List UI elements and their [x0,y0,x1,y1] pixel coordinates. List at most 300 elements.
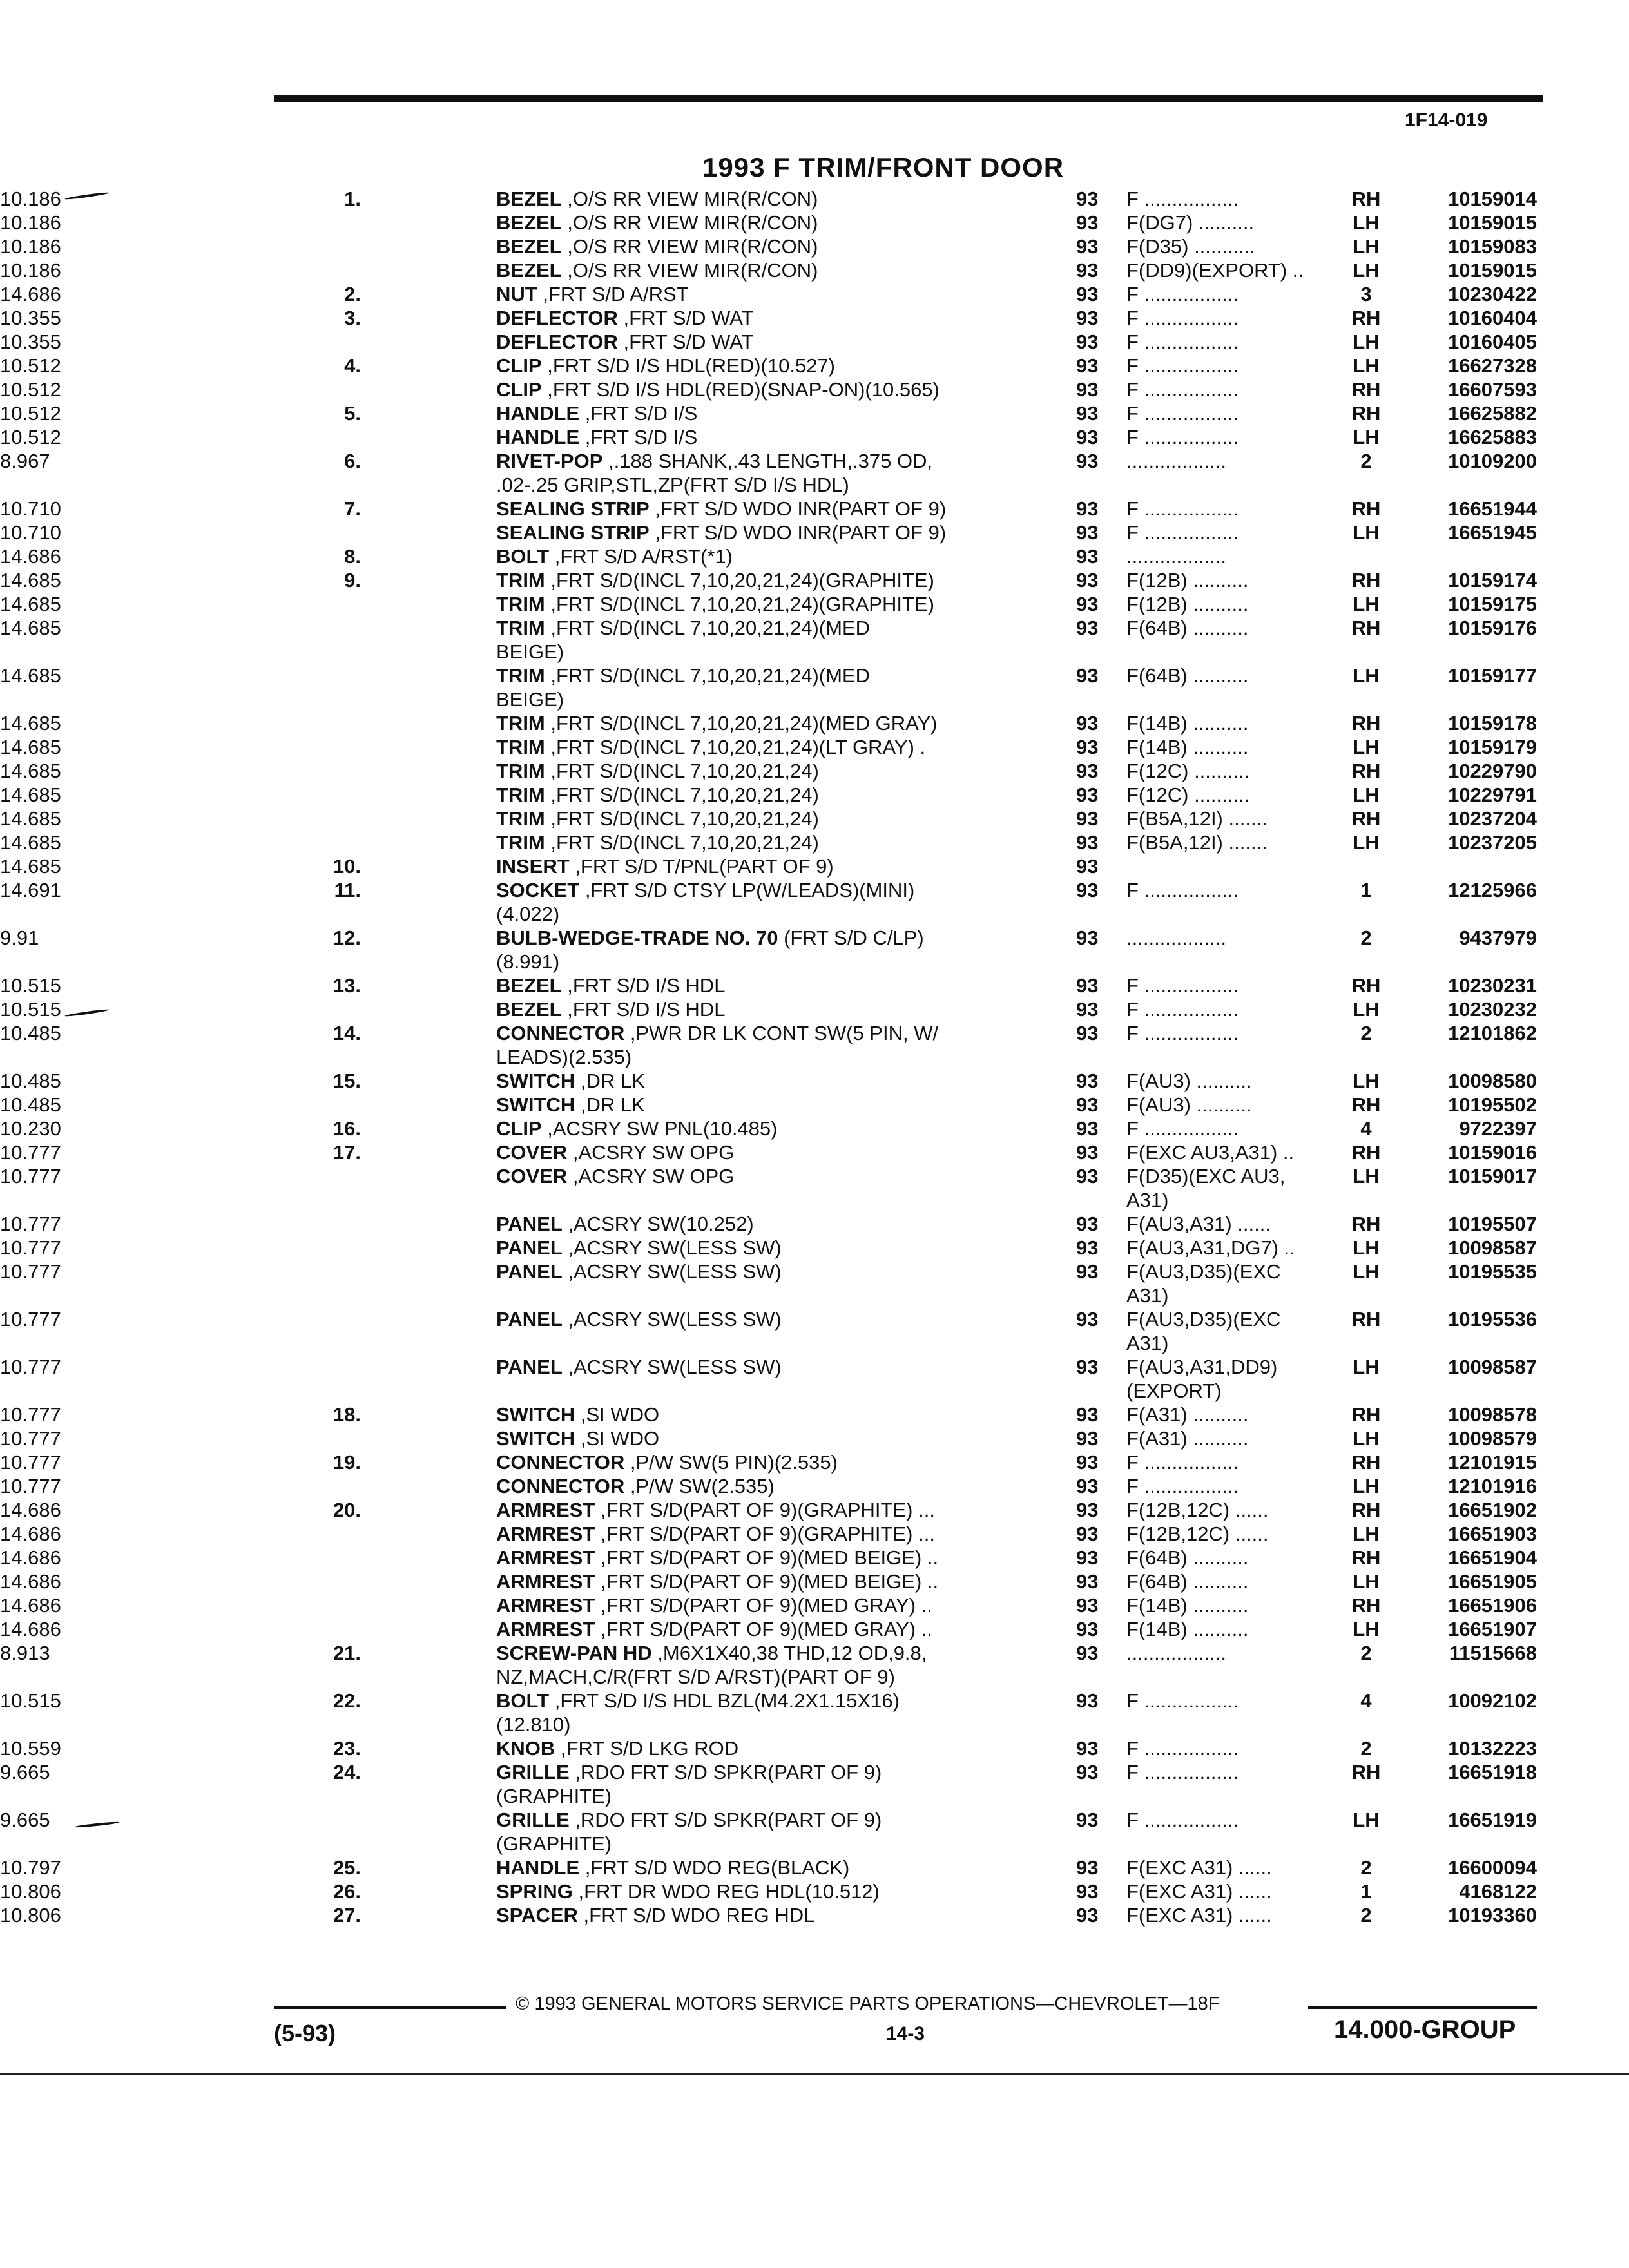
part-name: SWITCH [496,1070,575,1092]
part-description [496,544,1037,568]
part-description [496,687,1037,711]
model-code: F ................. [1126,497,1239,520]
part-detail: ,O/S RR VIEW MIR(R/CON) [567,259,818,282]
group-number: 14.685 [0,855,61,878]
part-description [496,1212,1037,1236]
parts-row [0,1856,1629,1879]
model-code: F(14B) .......... [1126,712,1249,735]
part-name: GRILLE [496,1809,570,1831]
model-code: F(12B) .......... [1126,593,1249,615]
part-number: 12101916 [1448,1475,1537,1497]
model-code: F(12B) .......... [1126,569,1249,591]
part-description [496,1522,1037,1546]
part-detail: ,FRT S/D WAT [623,307,754,329]
part-description [496,783,1037,807]
group-number: 10.515 [0,1689,61,1712]
part-number: 10237204 [1448,807,1537,830]
parts-row [0,378,1629,401]
part-detail: ,FRT S/D WAT [623,331,754,353]
part-detail: ,FRT S/D A/RST(*1) [554,545,733,568]
side-or-quantity: LH [1353,1165,1380,1187]
part-detail: ,M6X1X40,38 THD,12 OD,9.8, [657,1642,927,1664]
group-number: 10.797 [0,1856,61,1879]
part-description [496,807,1037,831]
side-or-quantity: LH [1353,1523,1380,1545]
part-number: 10159175 [1448,593,1537,615]
model-code: F ................. [1126,1809,1239,1831]
group-number: 14.685 [0,831,61,854]
part-name: CONNECTOR [496,1451,625,1474]
parts-row [0,807,1629,831]
model-year: 93 [1076,521,1099,544]
side-or-quantity: LH [1353,1356,1380,1378]
part-detail: ,FRT S/D T/PNL(PART OF 9) [575,855,834,878]
model-year: 93 [1076,307,1099,329]
side-or-quantity: LH [1353,235,1380,258]
part-description [496,1832,1037,1856]
part-description [496,759,1037,783]
part-description [496,1713,1037,1736]
part-detail: ,.188 SHANK,.43 LENGTH,.375 OD, [608,450,933,472]
item-number: 8. [344,545,361,568]
part-description [496,1307,1037,1331]
parts-row [0,687,1629,711]
model-year: 93 [1076,807,1099,830]
part-description [496,711,1037,735]
part-number: 16651905 [1448,1570,1537,1593]
part-detail: ,ACSRY SW PNL(10.485) [547,1117,778,1140]
side-or-quantity: RH [1351,1141,1381,1164]
model-code: F ................. [1126,426,1239,448]
parts-row [0,616,1629,640]
part-description [496,425,1037,449]
part-number: 10159177 [1448,664,1537,687]
group-number: 10.186 [0,259,61,282]
part-name: SCREW-PAN HD [496,1642,652,1664]
part-name: BEZEL [496,974,562,997]
group-number: 10.710 [0,521,61,544]
part-description [496,401,1037,425]
side-or-quantity: LH [1353,1618,1380,1640]
item-number: 23. [333,1737,361,1760]
parts-row [0,1760,1629,1784]
item-number: 13. [333,974,361,997]
model-code: F(12C) .......... [1126,760,1250,782]
part-description [496,831,1037,854]
part-number: 10098580 [1448,1070,1537,1092]
model-year: 93 [1076,736,1099,758]
side-or-quantity: LH [1353,1475,1380,1497]
part-description [496,1403,1037,1427]
model-year: 93 [1076,1904,1099,1927]
group-number: 10.186 [0,211,61,234]
model-year: 93 [1076,1141,1099,1164]
group-number: 14.685 [0,712,61,735]
side-or-quantity: RH [1351,1451,1381,1474]
side-or-quantity: LH [1353,1570,1380,1593]
part-description [496,1021,1037,1045]
part-number: 10159174 [1448,569,1537,591]
model-year: 93 [1076,593,1099,615]
part-number: 10159083 [1448,235,1537,258]
part-description [496,497,1037,521]
part-number: 10230422 [1448,283,1537,305]
part-description [496,1617,1037,1641]
part-description [496,187,1037,211]
part-name: SWITCH [496,1093,575,1116]
model-code: F ................. [1126,354,1239,377]
part-name: BEZEL [496,187,562,210]
part-number: 9722397 [1459,1117,1537,1140]
part-description [496,1808,1037,1832]
part-detail: ,ACSRY SW OPG [572,1141,735,1164]
part-number: 10195502 [1448,1093,1537,1116]
part-description [496,902,1037,926]
parts-row [0,902,1629,926]
model-code: F ................. [1126,1451,1239,1474]
model-code: F ................. [1126,879,1239,901]
part-name: PANEL [496,1260,563,1283]
side-or-quantity: RH [1351,497,1381,520]
part-description [496,1736,1037,1760]
parts-row [0,1283,1629,1307]
model-year: 93 [1076,760,1099,782]
model-code: F(AU3,A31,DG7) .. [1126,1236,1295,1259]
side-or-quantity: 2 [1360,450,1372,472]
parts-row [0,1474,1629,1498]
group-number: 10.777 [0,1213,61,1235]
model-code: F(AU3) .......... [1126,1093,1252,1116]
part-description [496,616,1037,640]
model-year: 93 [1076,259,1099,282]
model-code: F(64B) .......... [1126,664,1249,687]
model-year: 93 [1076,1761,1099,1783]
part-detail: ,FRT S/D(INCL 7,10,20,21,24) [550,807,819,830]
parts-row [0,1117,1629,1140]
group-number: 14.685 [0,736,61,758]
parts-row [0,1188,1629,1212]
group-number: 14.685 [0,569,61,591]
side-or-quantity: 4 [1360,1117,1372,1140]
part-number: 16651903 [1448,1523,1537,1545]
parts-row [0,1164,1629,1188]
part-name: PANEL [496,1213,563,1235]
part-name: ARMREST [496,1523,595,1545]
part-description [496,1784,1037,1808]
part-detail: ,FRT S/D CTSY LP(W/LEADS)(MINI) [584,879,915,901]
parts-row [0,211,1629,235]
parts-row [0,425,1629,449]
model-code: F ................. [1126,1689,1239,1712]
part-description [496,473,1037,497]
parts-row [0,1736,1629,1760]
model-year: 93 [1076,1022,1099,1044]
part-number: 10159014 [1448,187,1537,210]
part-name: SPRING [496,1880,573,1903]
item-number: 26. [333,1880,361,1903]
model-code: F(D35) ........... [1126,235,1255,258]
side-or-quantity: LH [1353,593,1380,615]
model-year: 93 [1076,1451,1099,1474]
side-or-quantity: RH [1351,307,1381,329]
part-number: 10230231 [1448,974,1537,997]
model-code: F(AU3,A31) ...... [1126,1213,1271,1235]
part-number: 16627328 [1448,354,1537,377]
model-year: 93 [1076,831,1099,854]
model-year: 93 [1076,855,1099,878]
part-description [496,1570,1037,1593]
side-or-quantity: LH [1353,1260,1380,1283]
group-number: 10.186 [0,187,61,210]
parts-row [0,1641,1629,1665]
part-description [496,1856,1037,1879]
part-name: BOLT [496,1689,550,1712]
item-number: 27. [333,1904,361,1927]
part-detail: ,ACSRY SW(LESS SW) [568,1356,782,1378]
part-detail: ,FRT S/D(PART OF 9)(MED BEIGE) .. [600,1546,939,1569]
parts-row [0,1045,1629,1069]
parts-row [0,1021,1629,1045]
model-code: F(AU3,A31,DD9) [1126,1356,1278,1378]
model-code: F(64B) .......... [1126,1570,1249,1593]
group-number: 10.512 [0,426,61,448]
part-number: 10195536 [1448,1308,1537,1331]
side-or-quantity: RH [1351,402,1381,425]
part-number: 10132223 [1448,1737,1537,1760]
group-number: 8.913 [0,1642,50,1664]
part-number: 10159015 [1448,211,1537,234]
part-name: TRIM [496,712,545,735]
model-year: 93 [1076,1809,1099,1831]
part-detail: ,FRT S/D(PART OF 9)(MED BEIGE) .. [600,1570,939,1593]
model-code: F ................. [1126,307,1239,329]
model-year: 93 [1076,1737,1099,1760]
parts-row [0,187,1629,211]
group-number: 14.686 [0,1618,61,1640]
part-number: 10098578 [1448,1403,1537,1426]
part-number: 10193360 [1448,1904,1537,1927]
part-name: BULB-WEDGE-TRADE NO. 70 [496,927,778,949]
group-number: 8.967 [0,450,50,472]
part-detail: ,FRT S/D WDO REG HDL [583,1904,815,1927]
part-number: 12101915 [1448,1451,1537,1474]
part-description [496,592,1037,616]
parts-row [0,1307,1629,1331]
part-detail: ,FRT S/D(PART OF 9)(GRAPHITE) ... [600,1523,935,1545]
parts-row [0,306,1629,330]
model-code: F(14B) .......... [1126,1594,1249,1617]
part-name: TRIM [496,664,545,687]
part-detail: NZ,MACH,C/R(FRT S/D A/RST)(PART OF 9) [496,1666,895,1688]
item-number: 5. [344,402,361,425]
model-code: F(EXC AU3,A31) .. [1126,1141,1295,1164]
model-code: F(EXC A31) ...... [1126,1904,1272,1927]
part-name: NUT [496,283,537,305]
side-or-quantity: RH [1351,378,1381,401]
part-name: DEFLECTOR [496,331,618,353]
part-detail: .02-.25 GRIP,STL,ZP(FRT S/D I/S HDL) [496,474,849,496]
side-or-quantity: 2 [1360,927,1372,949]
side-or-quantity: 2 [1360,1856,1372,1879]
model-code: F(AU3,D35)(EXC [1126,1260,1281,1283]
group-number: 10.777 [0,1356,61,1378]
model-year: 93 [1076,1618,1099,1640]
side-or-quantity: LH [1353,259,1380,282]
group-number: 10.512 [0,354,61,377]
side-or-quantity: RH [1351,1308,1381,1331]
part-name: CLIP [496,354,542,377]
group-number: 10.186 [0,235,61,258]
part-detail: ,PWR DR LK CONT SW(5 PIN, W/ [630,1022,939,1044]
parts-row [0,1379,1629,1403]
group-number: 14.691 [0,879,61,901]
parts-row [0,449,1629,473]
revision-date: (5-93) [274,2020,336,2046]
model-year: 93 [1076,331,1099,353]
part-detail: (4.022) [496,903,560,925]
model-code: F(AU3) .......... [1126,1070,1252,1092]
model-code: F(A31) .......... [1126,1427,1249,1450]
parts-row [0,1593,1629,1617]
parts-row [0,1260,1629,1283]
parts-row [0,1093,1629,1117]
side-or-quantity: RH [1351,807,1381,830]
item-number: 16. [333,1117,361,1140]
model-year: 93 [1076,1642,1099,1664]
parts-row [0,1689,1629,1713]
part-number: 10159017 [1448,1165,1537,1187]
part-detail: ,SI WDO [580,1427,660,1450]
part-name: TRIM [496,760,545,782]
part-detail: (12.810) [496,1713,571,1736]
part-number: 4168122 [1459,1880,1537,1903]
part-name: TRIM [496,593,545,615]
side-or-quantity: LH [1353,1070,1380,1092]
part-number: 16607593 [1448,378,1537,401]
parts-row [0,1713,1629,1736]
parts-row [0,1498,1629,1522]
part-name: HANDLE [496,426,580,448]
group-number: 14.685 [0,783,61,806]
model-code: F(B5A,12I) ....... [1126,807,1268,830]
model-year: 93 [1076,712,1099,735]
model-code: F ................. [1126,331,1239,353]
part-description [496,258,1037,282]
item-number: 2. [344,283,361,305]
part-detail: ,ACSRY SW(LESS SW) [568,1236,782,1259]
part-description [496,735,1037,759]
part-description [496,378,1037,401]
parts-row [0,1546,1629,1570]
part-name: SEALING STRIP [496,497,650,520]
parts-row [0,521,1629,544]
model-code: F ................. [1126,1117,1239,1140]
side-or-quantity: LH [1353,998,1380,1021]
part-detail: ,DR LK [580,1093,645,1116]
part-name: HANDLE [496,402,580,425]
part-description [496,1546,1037,1570]
parts-row [0,544,1629,568]
model-code: F ................. [1126,1475,1239,1497]
parts-row [0,1879,1629,1903]
model-year: 93 [1076,1546,1099,1569]
part-description [496,1355,1037,1379]
model-code: F(B5A,12I) ....... [1126,831,1268,854]
parts-row [0,354,1629,378]
parts-row [0,473,1629,497]
part-number: 16651944 [1448,497,1537,520]
side-or-quantity: LH [1353,354,1380,377]
parts-row [0,1665,1629,1689]
part-detail: ,FRT S/D(INCL 7,10,20,21,24)(LT GRAY) . [550,736,926,758]
footer-rule-left [274,2006,506,2009]
model-code: F ................. [1126,1761,1239,1783]
model-code: .................. [1126,545,1227,568]
part-description [496,211,1037,235]
model-code: F(64B) .......... [1126,1546,1249,1569]
part-description [496,306,1037,330]
item-number: 17. [333,1141,361,1164]
part-description [496,1641,1037,1665]
part-number: 10159176 [1448,617,1537,639]
group-number: 10.777 [0,1403,61,1426]
side-or-quantity: RH [1351,569,1381,591]
group-number: 9.91 [0,927,39,949]
side-or-quantity: LH [1353,783,1380,806]
part-name: SWITCH [496,1427,575,1450]
model-code: A31) [1126,1284,1169,1307]
parts-row [0,497,1629,521]
side-or-quantity: RH [1351,617,1381,639]
part-detail: ,RDO FRT S/D SPKR(PART OF 9) [575,1761,882,1783]
part-name: RIVET-POP [496,450,603,472]
model-year: 93 [1076,1070,1099,1092]
group-number: 14.686 [0,1523,61,1545]
part-description [496,282,1037,306]
part-detail: ,FRT DR WDO REG HDL(10.512) [578,1880,880,1903]
part-name: CLIP [496,378,542,401]
part-detail: ,FRT S/D I/S HDL [567,974,726,997]
group-number: 14.685 [0,593,61,615]
model-code: F(EXC A31) ...... [1126,1856,1272,1879]
part-detail: ,FRT S/D(INCL 7,10,20,21,24)(GRAPHITE) [550,593,934,615]
parts-list [0,187,1629,1927]
model-year: 93 [1076,1475,1099,1497]
model-year: 93 [1076,283,1099,305]
part-name: TRIM [496,831,545,854]
model-year: 93 [1076,354,1099,377]
group-number: 14.686 [0,1499,61,1521]
model-code: F ................. [1126,998,1239,1021]
part-description [496,1474,1037,1498]
part-name: INSERT [496,855,570,878]
part-name: COVER [496,1165,568,1187]
part-detail: ,O/S RR VIEW MIR(R/CON) [567,235,818,258]
model-year: 93 [1076,1117,1099,1140]
part-name: SOCKET [496,879,580,901]
group-number: 14.685 [0,617,61,639]
item-number: 20. [333,1499,361,1521]
side-or-quantity: RH [1351,1546,1381,1569]
model-code: F ................. [1126,402,1239,425]
model-code: F(DG7) .......... [1126,211,1255,234]
group-number: 10.512 [0,378,61,401]
model-code: F ................. [1126,521,1239,544]
group-number: 10.806 [0,1904,61,1927]
item-number: 15. [333,1070,361,1092]
group-number: 14.685 [0,760,61,782]
part-description [496,1879,1037,1903]
